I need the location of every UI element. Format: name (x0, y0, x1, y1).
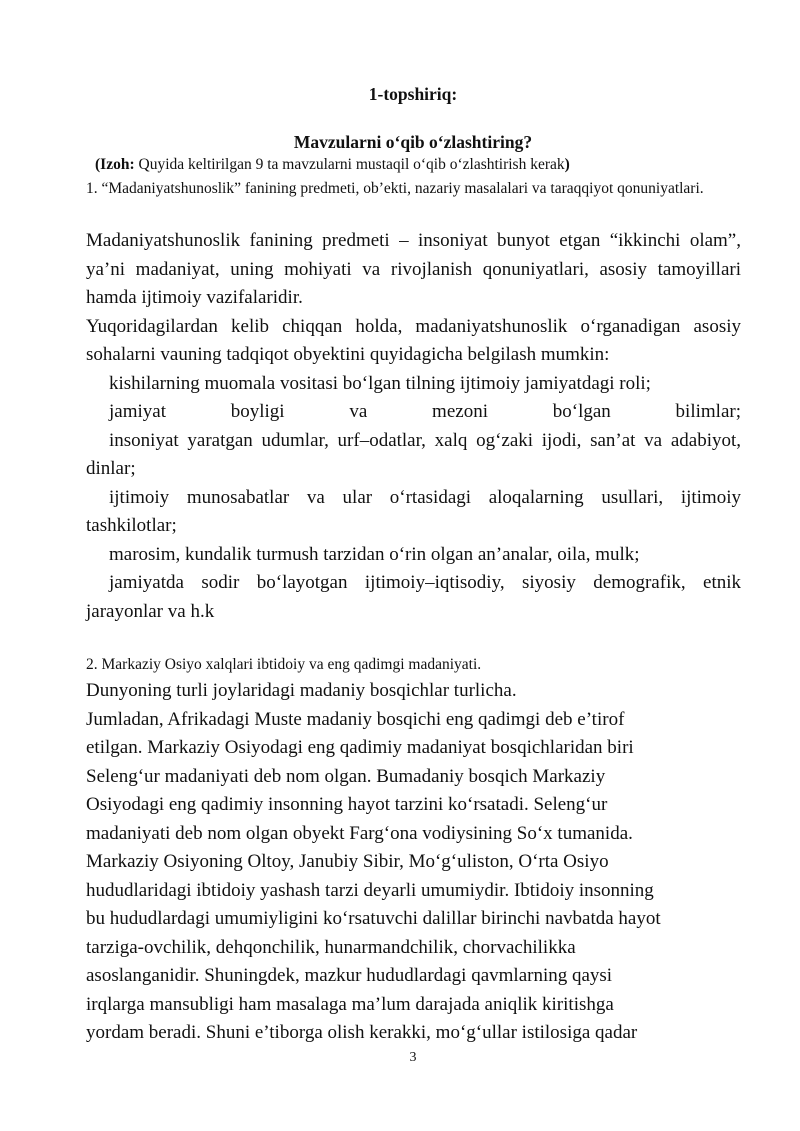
topic2-line: tarziga-ovchilik, dehqonchilik, hunarmandchilik, chorvachilikka (86, 936, 576, 958)
topic2-line: etilgan. Markaziy Osiyodagi eng qadimiy madaniyat bosqichlaridan biri (86, 737, 634, 758)
topic1-list-item: insoniyat yaratgan udumlar, urf–odatlar, xalq og‘zaki ijodi, san’at va adabiyot, dinlar; (86, 429, 741, 479)
topic2-line: bu hududlardagi umumiyligini ko‘rsatuvchi dalillar birinchi navbatda hayot (86, 908, 661, 929)
topic2-line: madaniyati deb nom olgan obyekt Farg‘ona vodiysining So‘x tumanida. (86, 822, 633, 844)
topic2-line: irqlarga mansubligi ham masalaga ma’lum darajada aniqlik kiritishga (86, 993, 614, 1015)
topic2-line: Markaziy Osiyoning Oltoy, Janubiy Sibir, Mo‘g‘uliston, O‘rta Osiyo (86, 851, 609, 872)
instruction-note (95, 156, 570, 174)
topic2-body (86, 677, 766, 1048)
topic2-line: Dunyoning turli joylaridagi madaniy bosqichlar turlicha. (86, 680, 517, 701)
note-close-paren: ) (564, 156, 570, 173)
topic1-list-item: ijtimoiy munosabatlar va ular o‘rtasidagi aloqalarning usullari, ijtimoiy tashkilotlar; (86, 486, 741, 536)
topic1-list-item: kishilarning muomala vositasi bo‘lgan tilning ijtimoiy jamiyatdagi roli; (109, 372, 651, 394)
topic2-line: Osiyodagi eng qadimiy insonning hayot tarzini ko‘rsatadi. Seleng‘ur (86, 794, 608, 815)
page-subtitle: Mavzularni o‘qib o‘zlashtiring? (293, 132, 533, 152)
topic1-paragraph: Yuqoridagilardan kelib chiqqan holda, madaniyatshunoslik o‘rganadigan asosiy sohalarni vauning tadqiqot obyektini quyidagicha belgilash mumkin: (86, 315, 741, 365)
topic2-line: yordam beradi. Shuni e’tiborga olish kerakki, mo‘g‘ullar istilosiga qadar (86, 1022, 638, 1043)
page-number: 3 (409, 1050, 417, 1065)
topic1-list-item: jamiyat boyligi va mezoni bo‘lgan bilimlar; (109, 401, 741, 422)
topic1-body (86, 227, 741, 626)
topic2-line: Jumladan, Afrikadagi Muste madaniy bosqichi eng qadimgi deb e’tirof (86, 708, 625, 730)
note-text: Quyida keltirilgan 9 ta mavzularni mustaqil o‘qib o‘zlashtirish kerak (134, 156, 565, 173)
topic2-line: hududlaridagi ibtidoiy yashash tarzi deyarli umumiydir. Ibtidoiy insonning (86, 879, 654, 901)
topic2-line: asoslanganidir. Shuningdek, mazkur hududlardagi qavmlarning qaysi (86, 965, 613, 986)
page-title: 1-topshiriq: (368, 84, 458, 104)
topic1-list-item: jamiyatda sodir bo‘layotgan ijtimoiy–iqtisodiy, siyosiy demografik, etnik jarayonlar va h.k (86, 572, 741, 622)
topic1-paragraph: Madaniyatshunoslik fanining predmeti – insoniyat bunyot etgan “ikkinchi olam”, ya’ni madaniyat, uning mohiyati va rivojlanish qonuniyatlari, asosiy tamoyillari hamda ijtimoiy vazifalaridir. (86, 230, 741, 308)
topic1-list-item: marosim, kundalik turmush tarzidan o‘rin olgan an’analar, oila, mulk; (109, 543, 640, 565)
note-open-paren: ( (95, 156, 101, 173)
topic2-line: Seleng‘ur madaniyati deb nom olgan. Bumadaniy bosqich Markaziy (86, 765, 606, 787)
topic1-heading: 1. “Madaniyatshunoslik” fanining predmeti, ob’ekti, nazariy masalalari va taraqqiyot qonuniyatlari. (86, 180, 704, 197)
note-label: Izoh: (100, 156, 135, 173)
topic2-heading: 2. Markaziy Osiyo xalqlari ibtidoiy va eng qadimgi madaniyati. (86, 656, 482, 673)
